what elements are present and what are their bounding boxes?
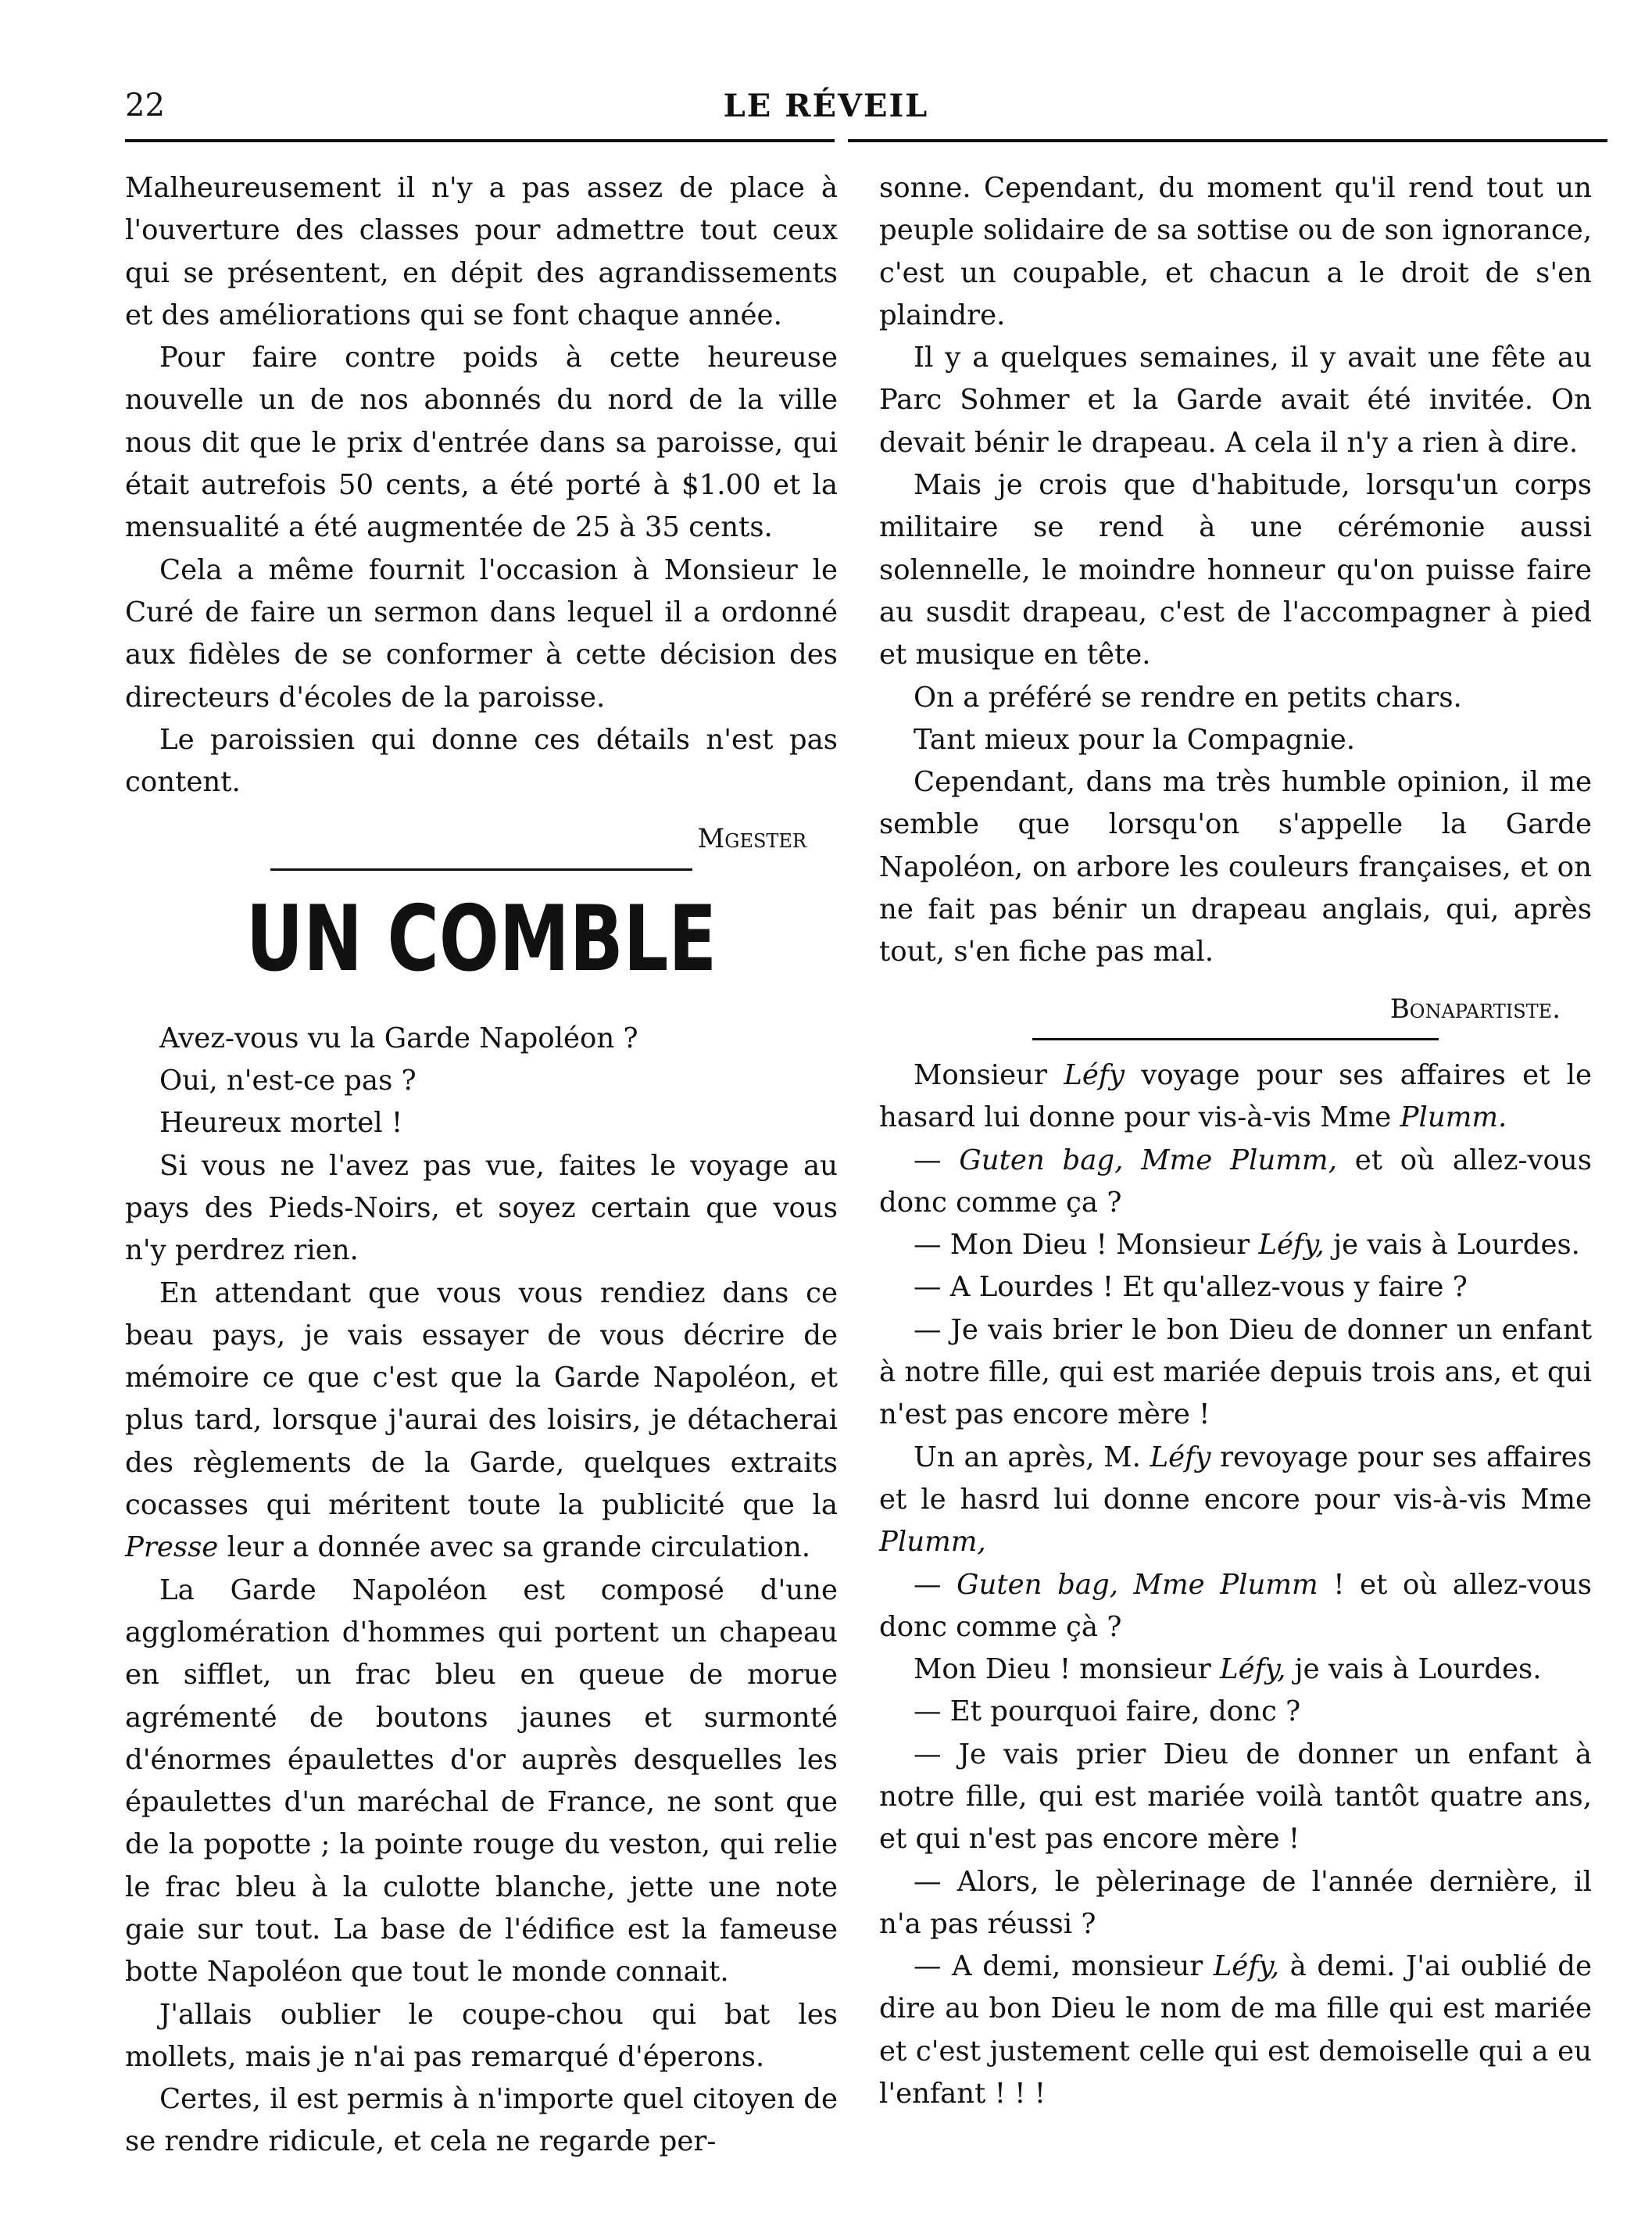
text: — [914,1144,960,1176]
newspaper-name: Presse [125,1531,219,1564]
text: leur a donnée avec sa grande circulation. [218,1531,811,1564]
name: Léfy [1064,1058,1125,1091]
text: et où allez-vous donc comme ça ? [879,1144,1592,1219]
paragraph: — A Lourdes ! Et qu'allez-vous y faire ? [914,1271,1468,1304]
left-column [125,167,838,2164]
paragraph: Malheureusement il n'y a pas assez de place à l'ouverture des classes pour admettre tout ceux qui se présentent, en dépit des agrandissements et des améliorations qui se font chaque année. [125,172,838,331]
paragraph: — Et pourquoi faire, donc ? [914,1695,1301,1728]
paragraph [879,1224,1592,1266]
text: Monsieur [914,1058,1064,1091]
name: Plumm, [879,1526,986,1559]
paragraph: Mais je crois que d'habitude, lorsqu'un corps militaire se rend à une cérémonie aussi solennelle, le moindre honneur qu'on puisse faire au susdit drapeau, c'est de l'accompagner à pied et musique en tête. [879,469,1592,671]
text: je vais à Lourdes. [1285,1653,1542,1686]
header-rule-right [848,139,1607,142]
article-title: UN COMBLE [245,886,717,992]
text: En attendant que vous vous rendiez dans ce beau pays, je vais essayer de vous décrire de mémoire ce que c'est que la Garde Napoléon, et plus tard, lorsque j'aurai des loisirs, je détacherai des règlements de la Garde, quelques extraits cocasses qui méritent toute la publicité que la [125,1276,838,1522]
paragraph [879,1054,1592,1140]
paragraph: Il y a quelques semaines, il y avait une fête au Parc Sohmer et la Garde avait été invitée. On devait bénir le drapeau. A cela il n'y a rien à dire. [879,342,1592,459]
paragraph [879,1649,1592,1691]
name: Léfy [1150,1441,1211,1473]
text: je vais à Lourdes. [1324,1229,1580,1262]
signature: Mgester [697,823,806,855]
paragraph: La Garde Napoléon est composé d'une agglomération d'hommes qui portent un chapeau en sifflet, un frac bleu en queue de morue agrémenté de boutons jaunes et surmonté d'énormes épaulettes d'or auprès desquelles les épaulettes d'un maréchal de France, ne sont que de la popotte ; la pointe rouge du veston, qui relie le frac bleu à la culotte blanche, jette une note gaie sur tout. La base de l'édifice est la fameuse botte Napoléon que tout le monde connait. [125,1573,838,1989]
name: Léfy, [1213,1950,1280,1983]
text: ! et où allez-vous donc comme çà ? [879,1568,1592,1643]
text: — [914,1568,957,1601]
paragraph: Le paroissien qui donne ces détails n'est pas content. [125,723,838,799]
paragraph [879,1140,1592,1225]
paragraph: Si vous ne l'avez pas vue, faites le voyage au pays des Pieds-Noirs, et soyez certain que vous n'y perdrez rien. [125,1149,838,1267]
paragraph: — Je vais brier le bon Dieu de donner un enfant à notre fille, qui est mariée depuis trois ans, et qui n'est pas encore mère ! [879,1313,1592,1431]
paragraph: Cependant, dans ma très humble opinion, il me semble que lorsqu'on s'appelle la Garde Napoléon, on arbore les couleurs françaises, et on ne fait pas bénir un drapeau anglais, qui, après tout, s'en fiche pas mal. [879,766,1592,968]
paragraph: — Alors, le pèlerinage de l'année dernière, il n'a pas réussi ? [879,1865,1592,1940]
header-rule-left [125,139,835,142]
page-number: 22 [125,88,165,124]
paragraph [125,1273,838,1570]
text: — A demi, monsieur [914,1950,1214,1983]
right-column [879,167,1592,2115]
paragraph: Oui, n'est-ce pas ? [159,1065,417,1097]
text: — Mon Dieu ! Monsieur [914,1229,1259,1262]
paragraph: — Je vais prier Dieu de donner un enfant à notre fille, qui est mariée voilà tantôt quatre ans, et qui n'est pas encore mère ! [879,1738,1592,1856]
name: Léfy, [1220,1653,1286,1686]
paragraph [879,1946,1592,2115]
name: Léfy, [1258,1229,1325,1262]
paragraph: Cela a même fournit l'occasion à Monsieur le Curé de faire un sermon dans lequel il a ordonné aux fidèles de se conformer à cette décision des directeurs d'écoles de la paroisse. [125,553,838,714]
paragraph: Pour faire contre poids à cette heureuse nouvelle un de nos abonnés du nord de la ville nous dit que le prix d'entrée dans sa paroisse, qui était autrefois 50 cents, a été porté à $1.00 et la mensualité a été augmentée de 25 à 35 cents. [125,342,838,544]
greeting: Guten bag, Mme Plumm [957,1568,1318,1601]
paragraph: Certes, il est permis à n'importe quel citoyen de se rendre ridicule, et cela ne regarde per- [125,2083,838,2158]
paragraph [879,1437,1592,1564]
paragraph: On a préféré se rendre en petits chars. [914,681,1462,714]
name: Plumm. [1400,1101,1507,1134]
paragraph: Tant mieux pour la Compagnie. [914,723,1356,756]
separator [270,868,692,871]
text: Un an après, M. [914,1441,1150,1473]
newspaper-title: LE RÉVEIL [723,88,929,124]
paragraph: Heureux mortel ! [159,1107,403,1140]
paragraph: J'allais oublier le coupe-chou qui bat les mollets, mais je n'ai pas remarqué d'éperons. [125,1998,838,2073]
paragraph: sonne. Cependant, du moment qu'il rend tout un peuple solidaire de sa sottise ou de son ignorance, c'est un coupable, et chacun a le droit de s'en plaindre. [879,172,1592,331]
text: revoyage pour ses affaires et le hasrd lui donne encore pour vis-à-vis Mme [879,1441,1592,1516]
greeting: Guten bag, Mme Plumm, [959,1144,1337,1176]
text: Mon Dieu ! monsieur [914,1653,1220,1686]
text: à demi. J'ai oublié de dire au bon Dieu le nom de ma fille qui est mariée et c'est justement celle qui est demoiselle qui a eu l'enfant ! ! ! [879,1950,1593,2110]
signature: Bonapartiste. [1389,993,1561,1025]
separator [1032,1038,1439,1040]
paragraph: Avez-vous vu la Garde Napoléon ? [159,1022,638,1054]
paragraph [879,1564,1592,1649]
text: voyage pour ses affaires et le hasard lui donne pour vis-à-vis Mme [879,1058,1592,1134]
